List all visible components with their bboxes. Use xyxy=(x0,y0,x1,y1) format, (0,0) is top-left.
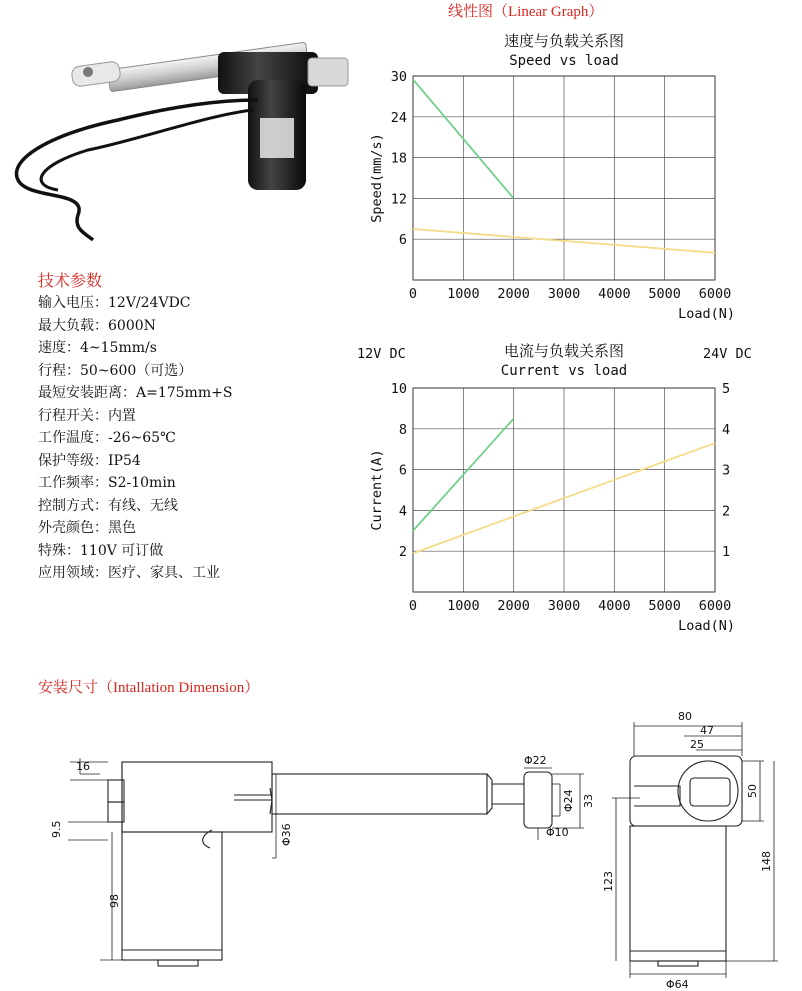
dim-47: 47 xyxy=(700,724,714,737)
x-tick-label: 6000 xyxy=(698,598,732,614)
left-axis-caption: 12V DC xyxy=(357,346,406,362)
x-axis-label: Load(N) xyxy=(678,306,735,322)
right-axis-caption: 24V DC xyxy=(703,346,752,362)
dim-phi36: Φ36 xyxy=(280,823,293,846)
specs-title: 技术参数 xyxy=(38,271,103,290)
x-tick-label: 4000 xyxy=(598,598,631,614)
y-tick-label: 18 xyxy=(390,150,407,167)
linear-graph-title: 线性图（Linear Graph） xyxy=(448,4,604,20)
y-tick-label: 4 xyxy=(398,503,407,520)
y-tick-label: 2 xyxy=(398,544,407,561)
chart-subtitle: Speed vs load xyxy=(509,53,619,69)
spec-item: 最大负载：6000N xyxy=(38,317,156,334)
y2-tick-label: 1 xyxy=(722,544,731,561)
spec-item: 最短安装距离：A=175mm+S xyxy=(38,385,233,401)
chart-title: 电流与负载关系图 xyxy=(503,342,625,360)
dim-148: 148 xyxy=(760,851,773,872)
dim-33: 33 xyxy=(582,794,595,808)
y-tick-label: 10 xyxy=(390,381,407,397)
chart-title: 速度与负载关系图 xyxy=(503,32,625,50)
current-load-chart xyxy=(355,336,765,636)
speed-load-chart xyxy=(355,26,755,326)
spec-item: 行程：50~600（可选） xyxy=(38,362,193,379)
spec-item: 应用领域：医疗、家具、工业 xyxy=(38,565,220,581)
y2-tick-label: 2 xyxy=(722,503,731,520)
actuator-photo xyxy=(8,40,358,250)
spec-item: 外壳颜色：黑色 xyxy=(38,520,136,536)
x-tick-label: 1000 xyxy=(447,286,480,302)
y-tick-label: 24 xyxy=(390,109,407,126)
x-tick-label: 2000 xyxy=(497,598,530,614)
y-tick-label: 12 xyxy=(390,191,407,208)
y-axis-label: Speed(mm/s) xyxy=(369,133,385,223)
x-tick-label: 5000 xyxy=(648,286,681,302)
dim-80: 80 xyxy=(678,710,692,723)
dim-123: 123 xyxy=(602,871,615,892)
x-tick-label: 5000 xyxy=(648,598,681,614)
x-tick-label: 4000 xyxy=(598,286,631,302)
dimension-drawing-side xyxy=(40,740,610,990)
spec-item: 行程开关：内置 xyxy=(38,407,136,424)
dim-50: 50 xyxy=(746,784,759,798)
x-tick-label: 1000 xyxy=(447,598,480,614)
x-tick-label: 6000 xyxy=(698,286,732,302)
y2-tick-label: 3 xyxy=(722,462,731,479)
y2-tick-label: 5 xyxy=(722,381,731,397)
spec-item: 特殊：110V 可订做 xyxy=(38,542,164,559)
y-tick-label: 8 xyxy=(398,421,407,438)
chart-subtitle: Current vs load xyxy=(500,363,628,379)
dimension-drawing-front xyxy=(600,706,800,991)
y-tick-label: 6 xyxy=(398,462,407,479)
spec-item: 输入电压：12V/24VDC xyxy=(38,295,191,311)
x-tick-label: 0 xyxy=(408,286,418,302)
dim-phi24: Φ24 xyxy=(562,789,575,812)
spec-item: 工作频率：S2-10min xyxy=(38,475,176,491)
y-tick-label: 6 xyxy=(398,232,407,249)
x-tick-label: 3000 xyxy=(547,286,581,302)
specs-list xyxy=(38,292,232,585)
dim-25: 25 xyxy=(690,738,704,751)
spec-item: 工作温度：-26~65℃ xyxy=(38,430,176,446)
y-tick-label: 30 xyxy=(390,69,407,85)
dim-phi22: Φ22 xyxy=(524,754,547,767)
spec-item: 保护等级：IP54 xyxy=(38,452,141,469)
dim-16: 16 xyxy=(76,760,90,773)
spec-item: 控制方式：有线、无线 xyxy=(38,497,178,514)
x-tick-label: 3000 xyxy=(547,598,581,614)
x-axis-label: Load(N) xyxy=(678,618,735,634)
dim-phi10: Φ10 xyxy=(546,826,569,839)
dim-98: 98 xyxy=(108,894,121,908)
y2-tick-label: 4 xyxy=(722,421,731,438)
dim-9-5: 9.5 xyxy=(50,820,63,838)
y-axis-label: Current(A) xyxy=(369,449,385,531)
dimension-title: 安装尺寸（Intallation Dimension） xyxy=(38,680,260,696)
spec-item: 速度：4~15mm/s xyxy=(38,340,157,356)
x-tick-label: 2000 xyxy=(497,286,530,302)
x-tick-label: 0 xyxy=(408,598,418,614)
dim-phi64: Φ64 xyxy=(666,978,689,991)
